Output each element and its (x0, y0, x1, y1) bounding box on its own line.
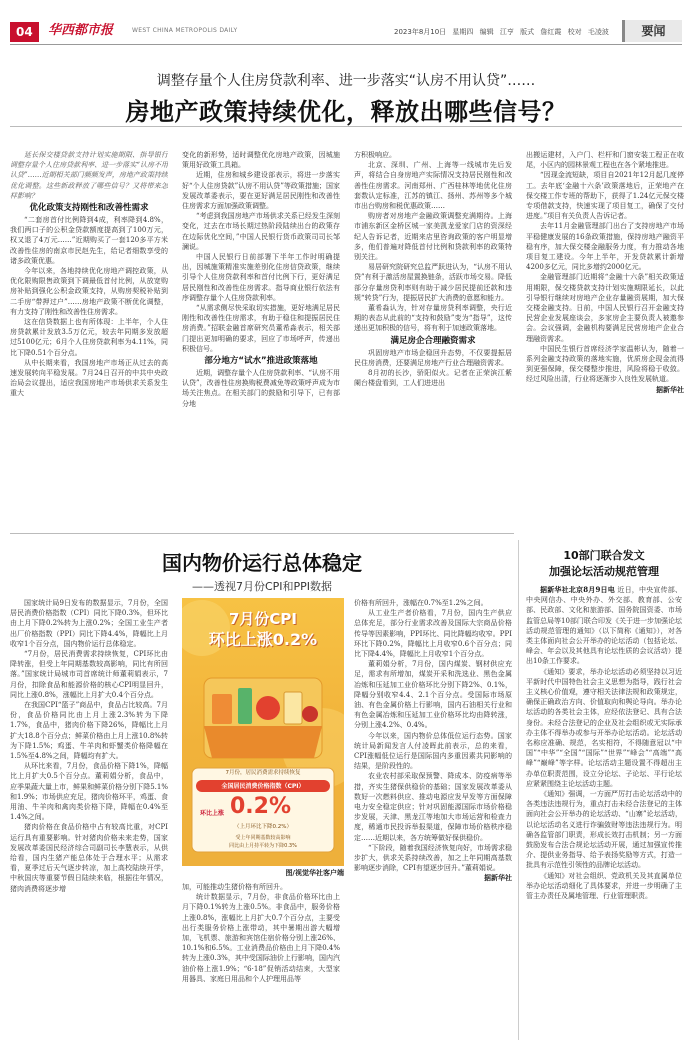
article2-source: 据新华社 (484, 874, 512, 883)
article2-paragraph: 国家统计局9日发布的数据显示，7月份，全国居民消费价格指数（CPI）同比下降0.3%，但环比由上月下降0.2%转为上涨0.2%；全国工业生产者出厂价格指数（PPI）同比下降4.4%，降幅比上月收窄1个百分点，国内物价运行总体稳定。 (10, 599, 168, 648)
basket-item-icon (256, 696, 280, 720)
newspaper-logo: 华西都市报 (48, 23, 114, 38)
infographic-title-1: 7月份CPI (228, 610, 298, 628)
sidebar-dateline: 据新华社北京8月9日电 (540, 585, 615, 594)
article1-paragraph: 方积极响应。 (354, 151, 396, 159)
article1-paragraph: 购房者对房地产金融政策调整充满期待。上海市浦东新区金桥区城一家美凯龙爱家门店的资深经纪人告诉记者，近期来店里咨询政策的客户明显增多，他们普遍对降低首付比例和贷款利率的政策特别关注。 (354, 212, 512, 262)
article1-paragraph: 巩固房地产市场企稳回升态势，不仅要提振居民住房消费，还要满足房地产行业合理融资需求。 (354, 348, 512, 367)
article1-subhead-3: 满足房企合理融资需求 (390, 335, 476, 346)
article-divider (10, 533, 514, 534)
article1-paragraph: 中国民生银行首席经济学家温彬认为，随着一系列金融支持政策的落地实施，优质房企现金流得到更强保障，保交楼整步推进，风险将稳于收敛。经过风险出清，行业将逐渐步入良性发展轨道。 (526, 344, 684, 384)
headline-divider (10, 126, 682, 127)
article1-column-1 (10, 150, 168, 399)
article2-paragraph: 统计数据显示，7月份，非食品价格环比由上月下降0.1%转为上涨0.5%。非食品中，服务价格上涨0.8%，涨幅比上月扩大0.7个百分点，主要受出行类服务价格上涨带动，其中暑期出游大幅增加，飞机票、旅游和宾馆住宿价格分别上涨26%、10.1%和6.5%。工业消费品价格由上月下降0.4%转为上涨0.3%，其中受国际油价上行影响，国内汽油价格上涨1.9%；“6·18”促销活动结束，大型家用器具、家庭日用品和个人护理用品等 (182, 893, 340, 983)
basket-item-icon (212, 694, 232, 724)
article1-paragraph: 8月初的长沙，骄阳似火。记者在正荣滨江紫阑台楼盘看到，工人们进进出 (354, 369, 512, 388)
sidebar-body (526, 585, 682, 1045)
article2-column-2 (182, 882, 340, 1048)
article2-paragraph: 从工业生产者价格看，7月份，国内生产供应总体充足，部分行业需求改善及国际大宗商品价格传导等因素影响，PPI环比、同比降幅均收窄。PPI环比下降0.2%，降幅比上月收窄0.6个百分点；同比下降4.4%，降幅比上月收窄1个百分点。 (354, 609, 512, 659)
article1-paragraph: 近期，住房和城乡建设部表示，将进一步落实好“个人住房贷款”认房不用认贷”等政策措施；国家发展改革委表示，要在更好满足居民刚性和改善性住房需求方面加强政策调整。 (182, 171, 340, 211)
sidebar-paragraph: 近日，中央宣传部、中央网信办、中央外办、外交部、教育部、公安部、民政部、文化和旅游部、国务院国资委、市场监管总局等10部门联合印发《关于进一步加强论坛活动规范管理的通知》（以下简称《通知》），对各类主体面向社会公开举办的论坛活动（包括论坛、峰会、年会以及其他具有论坛性质的会议活动）提出10条工作要求。 (526, 586, 682, 666)
article1-column-3 (354, 150, 512, 388)
issue-date: 2023年8月10日 (394, 28, 447, 36)
layout-credit: 版式 詹红霞 (520, 28, 562, 36)
article1-paragraph: 去年11月金融管理部门出台了支持房地产市场平稳健康发展的16条政策措施，保持房地产融资平稳有序，加大保交楼金融服务力度，有力推动各地项目复工建设。今年上半年，开发贷款累计新增4200多亿元，同比多增约2000亿元。 (526, 222, 684, 272)
article2-paragraph: 董莉娟分析，7月份，国内煤炭、钢材供应充足，需求有所增加，煤炭开采和洗选业、黑色金属冶炼和压延加工业价格环比分别下降2%、0.1%，降幅分别收窄4.4、2.1个百分点。受国际市场原油、有色金属价格上行影响，国内石油相关行业和有色金属冶炼和压延加工业价格环比均由降转涨，分别上涨4.2%、0.4%。 (354, 660, 512, 730)
sidebar-headline-1: 10部门联合发文 (563, 549, 645, 562)
sidebar-paragraph: 《通知》要求，举办论坛活动必须坚持以习近平新时代中国特色社会主义思想为指导，践行社会主义核心价值观，遵守相关法律法规和政策规定，确保正确政治方向、价值取向和舆论导向。举办论坛活动的各类社会主体，应经依法登记、具有合法身份。未经合法登记的企业及社会组织或无实际承办主体不得举办或参与开举办论坛活动。论坛活动名称应准确、规范，名实相符，不得随意冠以“中国”“中华”“全国”“国际”“世界”“峰会”“高端”“高峰”“巅峰”等字样。论坛活动主题设置不得超出主办单位职责范围，设立分论坛、子论坛、平行论坛应紧紧围绕主论坛活动主题。 (526, 667, 682, 788)
article1-paragraph: 从中长期来看，我国房地产市场正从过去的高速发展转向平稳发展。7月24日召开的中共中央政治局会议提出，适应我国房地产市场供求关系发生重大 (10, 358, 168, 398)
article2-paragraph: 加，可能推动生猪价格有所回升。 (182, 883, 287, 891)
article2-paragraph: 今年以来，国内物价总体低位运行态势。国家统计局新闻发言人付凌晖此前表示，总的来看，CPI涨幅低位运行是国际国内多重因素共同影响的结果，是阶段性的。 (354, 731, 512, 771)
infographic-value-label: 环比上涨 (200, 810, 225, 817)
article1-paragraph: “考虑到我国房地产市场供求关系已经发生深刻变化，过去在市场长期过热阶段陆续出台的政策存在边际优化空间，”中国人民银行货币政策司司长邹澜说。 (182, 212, 340, 251)
infographic-footnote-1: 受上年同期基数较高影响 (235, 835, 291, 841)
article1-column-4 (526, 150, 684, 395)
article1-paragraph: 今年以来，各地持续优化房地产调控政策，从优化限购限售政策到下调最低首付比例，从放宽购房补贴到强化公积金政策支持，从购房契税补贴到二手房“带押过户”……房地产政策不断优化调整，有力支持了刚性和改善性住房需求。 (10, 267, 168, 316)
article2-paragraph: “下阶段，随着我国经济恢复向好，市场需求稳步扩大，供求关系持续改善，加之上年同期高基数影响逐步消除，CPI有望逐步回升。”董莉娟说。 (354, 843, 512, 873)
article1-paragraph: 出搬运建材，入户门、栏杆和门窗安装工程正在收尾，小区内的园林景观工程也在各个紧地推进。 (526, 151, 684, 170)
cpi-infographic (182, 598, 344, 866)
article1-paragraph: 北京、深圳、广州、上海等一线城市先后发声，将结合自身房地产实际情况支持居民刚性和改善性住房需求。河南郑州、广西桂林等地优化住房套数认定标准，江苏的镇江、扬州、苏州等多个城市出台购房和税优惠政策…… (354, 161, 512, 211)
infographic-footnote-2: 同比由上月持平转为下降0.3% (229, 843, 297, 849)
article1-paragraph: 董希淼认为，针对存量房贷利率调整，央行近期的表态从此前的“支持和鼓励”变为“指导”，这传递出更加积极的信号，将有利于加速政策落地。 (354, 304, 512, 333)
infographic-index-title: 全国居民消费价格指数（CPI） (221, 783, 305, 790)
sidebar-paragraph: 《通知》对社会组织、党政机关及其直属单位举办论坛活动细化了具体要求，并进一步明确了主管主办责任及属地管理、行业管理职责。 (526, 871, 682, 901)
sidebar-paragraph: 《通知》强调，一方面严厉打击论坛活动中的各类违法违规行为，重点打击未经合法登记的主体面向社会公开举办的论坛活动、“山寨”论坛活动，以论坛活动名义进行诈骗敛财等违法违规行为。明确各监管部门职责，形成长效打击机制；另一方面鼓励发布合法合规论坛活动开展，通过加强宣传推介、提供业务指导、给予表扬奖励等方式，打造一批具有示范性引领性的品牌论坛活动。 (526, 790, 682, 870)
newspaper-english-name: WEST CHINA METROPOLIS DAILY (132, 27, 238, 34)
sidebar-divider (518, 540, 519, 1040)
editor-credit: 编辑 江亨 (479, 28, 514, 36)
article1-paragraph: “因现金流短缺，项目自2021年12月起几度停工。去年底‘金融十六条’政策落地后，正荣地产在保交楼工作专班的帮助下，获得了1.24亿元保交楼专项借款支持，快速实现了项目复工，确保了交付进度。”项目有关负责人告诉记者。 (526, 171, 684, 221)
masthead (0, 0, 690, 52)
article1-subhead-2: 部分地方“试水”推进政策落地 (204, 356, 318, 367)
infographic-title-2: 环比上涨0.2% (208, 630, 318, 649)
article2-subhead: ——透视7月份CPI和PPI数据 (191, 580, 333, 593)
article2-paragraph: 价格有所回升，涨幅在0.7%至1.2%之间。 (354, 599, 488, 607)
article1-paragraph: “二套房首付比例降到4成，利率降到4.8%，我们两口子的公积金贷款额度提高到了100万元，权又退了4万元……”近期购买了一套120多平方米改善性住房的南京市民赵先生，给记者细数享受的诸多政策优惠。 (10, 216, 168, 265)
page-number-badge: 04 (10, 22, 39, 42)
article2-column-3 (354, 598, 512, 1038)
article1-paragraph: 变化的新形势，适时调整优化房地产政策，因城施策用好政策工具箱。 (182, 151, 340, 170)
basket-item-icon (284, 692, 302, 724)
sidebar-headline-2: 加强论坛活动规范管理 (549, 565, 659, 578)
article1-source: 据新华社 (656, 385, 684, 394)
article2-paragraph: “7月份，居民消费需求持续恢复，CPI环比由降转涨，但受上年同期基数较高影响，同比有所回落。”国家统计局城市司首席统计师董莉娟表示，7月份，扣除食品和能源价格的核心CPI明显回升，同比上涨0.8%，涨幅比上月扩大0.4个百分点。 (10, 650, 168, 699)
article2-paragraph: 农业农村部采取保预警、降成本、防疫病等举措，齐实生猪保供稳价的基础；国家发展改革委从数好一次燃料供应、推动电源应发早发等方面保障电力安全稳定供应；针对巩固能源国际市场价格稳步发展，天津、黑龙江等地加大市场运营和检查力度，稀通市民投诉举报渠道，保障市场价格秩序稳定……近期以来，各方统筹做好保供稳价。 (354, 772, 512, 842)
issue-weekday: 星期四 (452, 28, 474, 36)
infographic-caption: 图/视觉华社客户端 (285, 869, 344, 877)
article1-paragraph: 金融管理部门近期将“金融十六条”相关政策适用期限，保交楼贷款支持计划实施期限延长，以此引导银行继续对房地产企业存量融资展期，加大保交楼金融支持。日前，中国人民银行召开金融支持民营企业发展座谈会，多家房企主要负责人被邀参会。会议强调，金融机构要满足民营房地产企业合理融资需求。 (526, 273, 684, 343)
infographic-big-value: 0.2% (230, 794, 292, 819)
shopping-basket-icon (204, 726, 322, 758)
article1-paragraph: 这在信贷数据上也有所体现：上半年，个人住房贷款累计发放3.5万亿元，较去年同期多发放超过5100亿元；6月个人住房贷款利率为4.11%，同比下降0.51个百分点。 (10, 318, 168, 357)
article2-paragraph: 从环比来看，7月份，食品价格下降1%，降幅比上月扩大0.5个百分点。董莉娟分析，食品中，应季果蔬大量上市，鲜果和鲜菜价格分别下降5.1%和1.9%；市场供应充足，猪肉价格环平，鸡蛋、食用油、牛羊肉和禽肉类价格下降，降幅在0.4%至1.4%之间。 (10, 762, 168, 822)
article2-headline: 国内物价运行总体稳定 (162, 551, 362, 575)
infographic-yoy-note: （上月环比下降0.2%） (234, 824, 292, 830)
article1-lead: 延长保交楼贷款支持计划实施期限、指导银行调整存量个人住房贷款利率、进一步落实“认房不用认贷”……近期相关部门频频发声，房地产政策持续优化调整。这些新政释放了哪些信号？又将带来怎样影响？ (10, 151, 168, 200)
article1-subhead-1: 优化政策支持刚性和改善性需求 (29, 203, 149, 214)
article1-headline: 房地产政策持续优化，释放出哪些信号？ (125, 98, 567, 126)
section-label: 要闻 (622, 20, 682, 42)
masthead-divider (10, 44, 682, 45)
article1-paragraph: 易居研究院研究总监严跃进认为，“认房不用认贷”有利于激活房屋置换链条，活跃市场交易。降低部分存量房贷利率则有助于减少居民提前还款和违规“转贷”行为，提振居民扩大消费的意愿和能力。 (354, 263, 512, 302)
infographic-banner: 7月份，居民消费需求持续恢复 (225, 770, 301, 776)
article2-column-1 (10, 598, 168, 1048)
article1-paragraph: 近期，调整存量个人住房贷款利率、“认房不用认贷”，改善性住房换购税费减免等政策呼声成为市场关注焦点。在相关部门的鼓励和引导下，已有部分地 (182, 369, 340, 408)
article1-paragraph: “从需求侧尽快采取切实措施，更好地满足居民刚性和改善性住房需求，有助于稳住和提振居民住房消费。”招联金融首席研究员董希淼表示，相关部门提出更加明确的要求，回应了市场呼声，传递出积极信号。 (182, 304, 340, 353)
proofreader-credit: 校对 毛凌波 (567, 28, 609, 36)
basket-item-icon (302, 706, 318, 722)
article1-paragraph: 中国人民银行日前部署下半年工作时明确提出，因城施策精准实施差别化住房信贷政策，继续引导个人住房贷款利率和首付比例下行，更好满足居民刚性和改善性住房需求。指导商业银行依法有序调整存量个人住房贷款利率。 (182, 253, 340, 302)
basket-item-icon (238, 688, 252, 724)
article2-paragraph: 在我国CPI“篮子”商品中，食品占比较高。7月份，食品价格同比由上月上涨2.3%转为下降1.7%，食品中，猪肉价格下降26%，降幅比上月扩大18.8个百分点；鲜菜价格由上月上涨10.8%转为下降1.5%；鸡蛋、牛羊肉和虾蟹类价格降幅在1.5%至4.8%之间，降幅均有扩大。 (10, 701, 168, 761)
article1-kicker: 调整存量个人住房贷款利率、进一步落实“认房不用认贷”…… (156, 73, 536, 89)
article1-column-2 (182, 150, 340, 409)
issue-info (394, 27, 609, 37)
article2-paragraph: 猪肉价格在食品价格中占有较高比重，对CPI运行具有重要影响。针对猪肉价格未来走势，国家发展改革委国民经济综合司副司长李慧表示，从供给看，国内生猪产能总体处于合理水平；从需求看，夏季过后天气逐步转凉，加上高校陆续开学，中秋国庆等重要节假日陆续来临，根据往年情况，猪肉消费将逐步增 (10, 823, 168, 893)
